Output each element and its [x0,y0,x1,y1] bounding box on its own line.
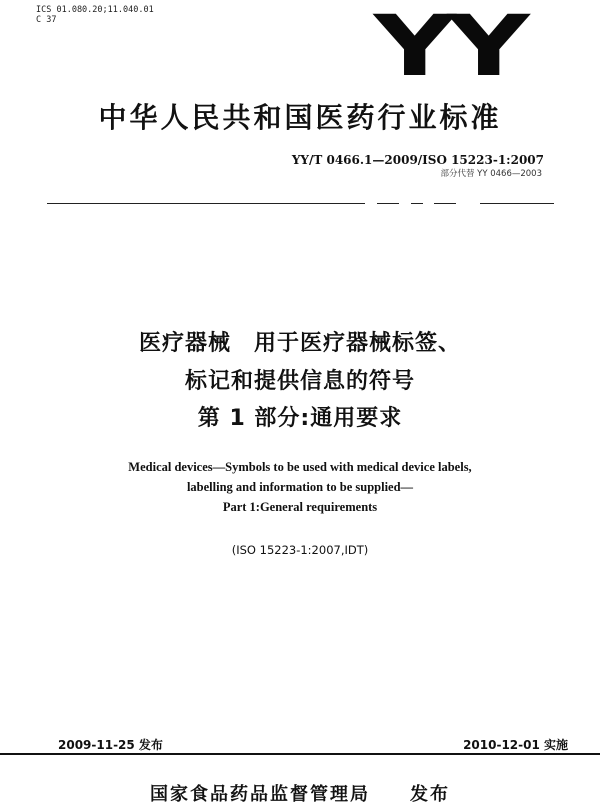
header-rule [377,203,399,204]
header-rule [480,203,554,204]
title-cn-line3: 第 1 部分:通用要求 [197,406,403,431]
standard-number: YY/T 0466.1—2009/ISO 15223-1:2007 [291,153,544,167]
header-rule [411,203,423,204]
standard-category-title: 中华人民共和国医药行业标准 [98,101,502,134]
title-cn-line1: 医疗器械 用于医疗器械标签、 [138,331,461,356]
footer-rule [0,753,600,755]
publish-date: 2009-11-25 发布 [58,738,163,752]
implement-date: 2010-12-01 实施 [463,738,568,752]
ccs-line: C 37 [36,15,57,25]
title-cn-line2: 标记和提供信息的符号 [184,369,415,394]
title-en-line1: Medical devices—Symbols to be used with medical device labels, [128,460,472,474]
ics-code [36,5,154,25]
iso-equivalence: (ISO 15223-1:2007,IDT) [231,543,369,557]
title-en-line2: labelling and information to be supplied— [186,480,414,494]
yy-logo: YY [373,0,522,95]
replaces-note: 部分代替 YY 0466—2003 [440,169,542,179]
header-rule [434,203,456,204]
header-rule [47,203,365,204]
issuing-authority: 国家食品药品监督管理局 发布 [150,784,450,805]
title-en-line3: Part 1:General requirements [222,500,378,514]
ics-line: ICS 01.080.20;11.040.01 [36,5,154,15]
